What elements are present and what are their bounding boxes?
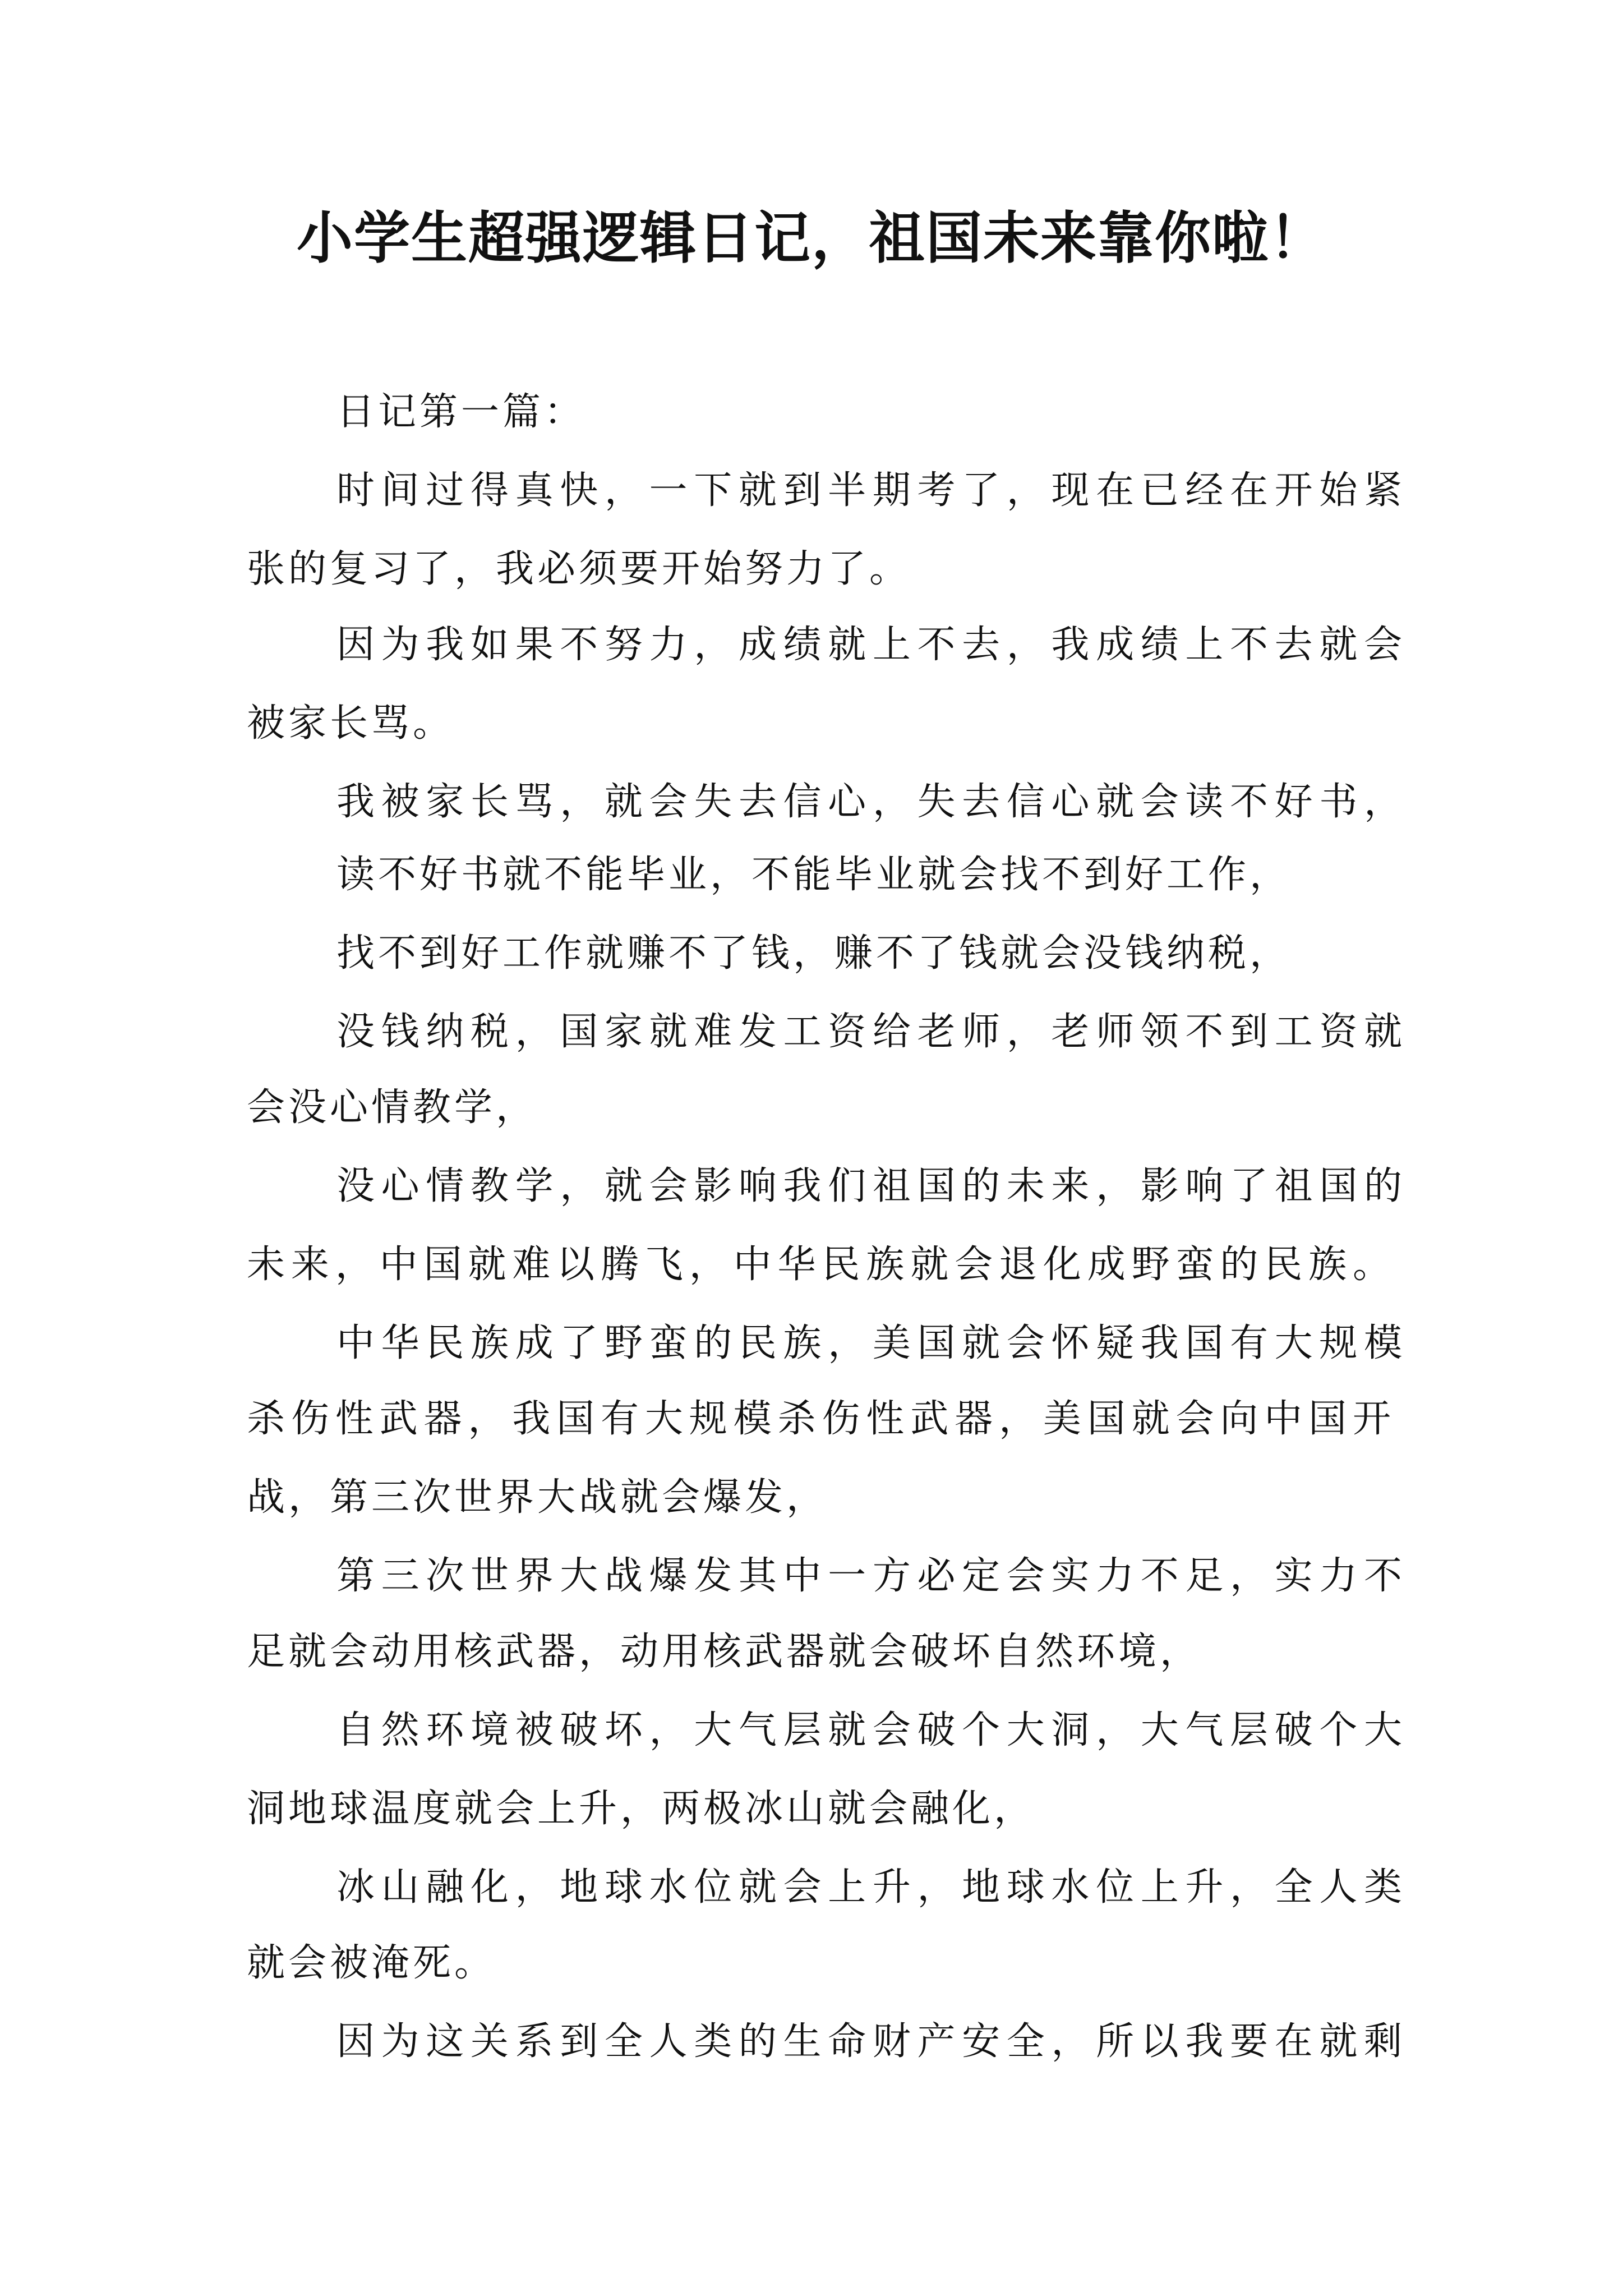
paragraph-line: 自然环境被破坏，大气层就会破个大洞，大气层破个大: [336, 1708, 1402, 1752]
paragraph-line: 被家长骂。: [247, 701, 455, 746]
paragraph-line: 没心情教学，就会影响我们祖国的未来，影响了祖国的: [336, 1164, 1402, 1208]
paragraph-line: 未来，中国就难以腾飞，中华民族就会退化成野蛮的民族。: [247, 1243, 1391, 1287]
paragraph-line: 冰山融化，地球水位就会上升，地球水位上升，全人类: [336, 1865, 1402, 1910]
paragraph-line: 因为我如果不努力，成绩就上不去，我成绩上不去就会: [336, 623, 1402, 667]
paragraph-line: 会没心情教学，: [247, 1085, 538, 1130]
heading-line: 日记第一篇：: [336, 390, 586, 434]
paragraph-line: 读不好书就不能毕业，不能毕业就会找不到好工作，: [336, 853, 1292, 897]
document-title: 小学生超强逻辑日记，祖国未来靠你啦！: [297, 205, 1326, 271]
paragraph-line: 我被家长骂，就会失去信心，失去信心就会读不好书，: [336, 780, 1402, 824]
paragraph-line: 没钱纳税，国家就难发工资给老师，老师领不到工资就: [336, 1010, 1402, 1054]
paragraph-line: 中华民族成了野蛮的民族，美国就会怀疑我国有大规模: [336, 1321, 1402, 1365]
paragraph-line: 张的复习了，我必须要开始努力了。: [247, 547, 911, 591]
paragraph-line: 战，第三次世界大战就会爆发，: [247, 1475, 828, 1520]
paragraph-line: 第三次世界大战爆发其中一方必定会实力不足，实力不: [336, 1554, 1402, 1598]
paragraph-line: 足就会动用核武器，动用核武器就会破坏自然环境，: [247, 1630, 1202, 1674]
paragraph-line: 就会被淹死。: [247, 1941, 496, 1985]
paragraph-line: 时间过得真快，一下就到半期考了，现在已经在开始紧: [336, 468, 1402, 513]
paragraph-line: 找不到好工作就赚不了钱，赚不了钱就会没钱纳税，: [336, 931, 1292, 976]
paragraph-line: 因为这关系到全人类的生命财产安全，所以我要在就剩: [336, 2019, 1402, 2064]
paragraph-line: 杀伤性武器，我国有大规模杀伤性武器，美国就会向中国开: [247, 1397, 1391, 1441]
paragraph-line: 洞地球温度就会上升，两极冰山就会融化，: [247, 1787, 1036, 1831]
